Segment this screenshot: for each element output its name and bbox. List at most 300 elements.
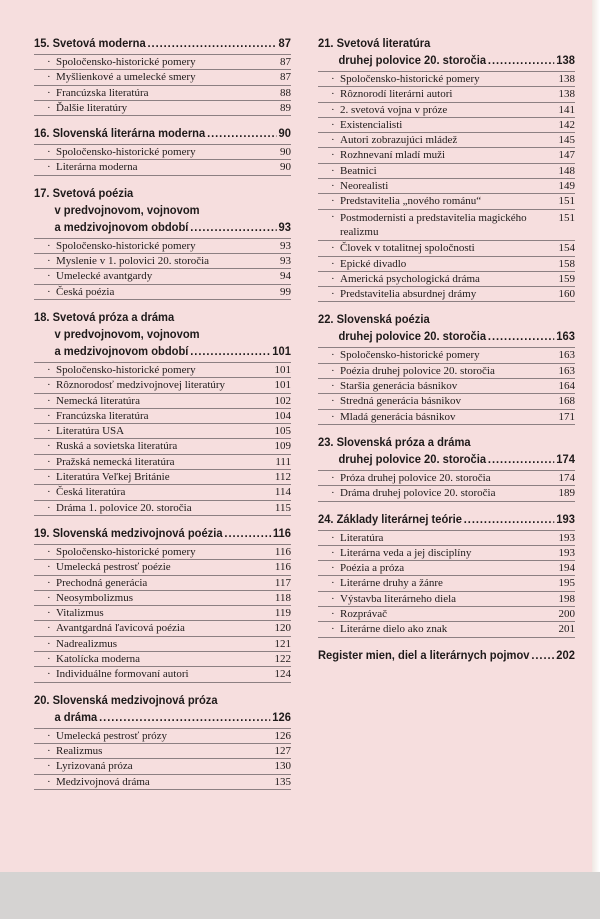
subsection-page-number: 90	[280, 146, 291, 159]
subsection-page-number: 138	[558, 73, 575, 85]
subsection-title: Literatúra Veľkej Británie	[56, 471, 170, 484]
bullet-icon: ·	[331, 410, 335, 423]
list-item	[318, 179, 575, 194]
chapter-title-line	[318, 311, 575, 328]
bullet-icon: ·	[47, 440, 51, 453]
bullet-icon: ·	[47, 545, 51, 558]
list-item	[34, 362, 291, 378]
bullet-icon: ·	[331, 149, 335, 162]
bullet-icon: ·	[331, 562, 335, 575]
list-item	[34, 652, 291, 667]
subsection-title: Mladá generácia básnikov	[340, 410, 456, 423]
subsection-title: Spoločensko-historické pomery	[56, 239, 196, 252]
subsection-page-number: 160	[558, 288, 575, 301]
subsection-page-number: 120	[274, 622, 291, 635]
subsection-page-number: 88	[280, 86, 291, 99]
subsection-title: Spoločensko-historické pomery	[56, 146, 196, 159]
list-item	[34, 160, 291, 175]
list-item	[34, 238, 291, 254]
bullet-icon: ·	[47, 409, 51, 422]
bullet-icon: ·	[331, 471, 335, 484]
subsection-page-number: 163	[558, 349, 575, 362]
bullet-icon: ·	[331, 577, 335, 590]
leader-dots	[190, 343, 270, 360]
subsection-title: Individuálne formovaní autori	[56, 668, 189, 681]
bullet-icon: ·	[331, 272, 335, 285]
chapter-title: 15. Svetová moderna	[34, 36, 146, 50]
subsection-page-number: 121	[274, 637, 291, 650]
toc-chapter	[34, 185, 291, 300]
subsection-page-number: 151	[558, 195, 575, 208]
list-item	[34, 621, 291, 636]
subsection-title: Literárne dielo ako znak	[340, 623, 448, 636]
bullet-icon: ·	[331, 164, 335, 177]
list-item	[34, 744, 291, 759]
bullet-icon: ·	[331, 73, 335, 85]
chapter-title-line	[318, 35, 575, 52]
bullet-icon: ·	[331, 380, 335, 393]
chapter-title-line	[34, 692, 291, 709]
list-item	[34, 455, 291, 470]
subsection-page-number: 115	[274, 501, 291, 514]
subsection-title: Beatnici	[340, 164, 377, 177]
subsection-title: Vitalizmus	[56, 607, 104, 620]
bullet-icon: ·	[47, 285, 51, 298]
list-item	[318, 530, 575, 546]
subsection-page-number: 94	[280, 270, 291, 283]
list-item	[318, 622, 575, 637]
chapter-title: 17. Svetová poézia	[34, 185, 134, 200]
toc-chapter	[34, 525, 291, 683]
list-item	[34, 394, 291, 409]
subsection-page-number: 147	[558, 149, 575, 162]
bullet-icon: ·	[47, 101, 51, 114]
list-item	[318, 592, 575, 607]
subsection-page-number: 99	[280, 285, 291, 298]
chapter-title: druhej polovice 20. storočia	[338, 329, 487, 344]
subsection-title: Umelecká pestrosť prózy	[56, 729, 167, 742]
subsection-title: Realizmus	[56, 744, 103, 757]
bullet-icon: ·	[47, 56, 51, 68]
subsection-title: Rozhnevaní mladí muži	[340, 149, 446, 162]
bullet-icon: ·	[331, 487, 335, 500]
subsection-list	[34, 54, 291, 116]
bullet-icon: ·	[331, 349, 335, 362]
leader-dots	[148, 35, 277, 52]
subsection-title: Existencialisti	[340, 118, 403, 131]
bullet-icon: ·	[47, 425, 51, 438]
list-item	[34, 470, 291, 485]
subsection-list	[318, 71, 575, 302]
list-item	[34, 70, 291, 85]
subsection-page-number: 138	[558, 88, 575, 101]
subsection-list	[34, 544, 291, 683]
chapter-page-number: 174	[556, 451, 575, 466]
subsection-title: Literatúra	[340, 531, 384, 544]
subsection-page-number: 101	[274, 379, 291, 392]
subsection-title: Katolícka moderna	[56, 653, 140, 666]
subsection-page-number: 194	[558, 562, 575, 575]
subsection-title: 2. svetová vojna v próze	[340, 103, 448, 116]
list-item	[318, 272, 575, 287]
subsection-page-number: 118	[274, 591, 291, 604]
chapter-page-number: 87	[278, 36, 291, 50]
chapter-title-line	[34, 202, 291, 219]
scanner-background	[0, 872, 600, 919]
subsection-page-number: 141	[558, 103, 575, 116]
chapter-title-line	[34, 709, 291, 726]
subsection-title: Epické divadlo	[340, 257, 407, 270]
subsection-title: Spoločensko-historické pomery	[56, 56, 196, 68]
bullet-icon: ·	[47, 607, 51, 620]
subsection-title: Česká literatúra	[56, 486, 126, 499]
chapter-title: druhej polovice 20. storočia	[338, 451, 487, 466]
list-item	[34, 775, 291, 790]
bullet-icon: ·	[331, 134, 335, 147]
leader-dots	[207, 125, 277, 142]
subsection-title: Próza druhej polovice 20. storočia	[340, 471, 491, 484]
bullet-icon: ·	[47, 760, 51, 773]
subsection-title: Poézia a próza	[340, 562, 405, 575]
list-item	[318, 347, 575, 363]
chapter-title: 23. Slovenská próza a dráma	[318, 434, 471, 449]
subsection-page-number: 130	[274, 760, 291, 773]
subsection-title: Predstavitelia „nového románu“	[340, 195, 482, 208]
subsection-title: Neorealisti	[340, 180, 389, 193]
list-item	[34, 576, 291, 591]
list-item	[34, 560, 291, 575]
list-item	[318, 379, 575, 394]
page-edge	[592, 0, 600, 880]
chapter-title-line	[318, 511, 575, 528]
chapter-title-line	[34, 525, 291, 542]
subsection-title: Dráma 1. polovice 20. storočia	[56, 501, 192, 514]
subsection-page-number: 200	[558, 608, 575, 621]
chapter-page-number: 116	[272, 525, 291, 540]
subsection-page-number: 193	[558, 546, 575, 559]
leader-dots	[488, 328, 555, 345]
list-item	[34, 591, 291, 606]
chapter-title: 20. Slovenská medzivojnová próza	[34, 692, 218, 707]
subsection-title: Výstavba literárneho diela	[340, 592, 457, 605]
bullet-icon: ·	[47, 637, 51, 650]
subsection-page-number: 198	[558, 592, 575, 605]
subsection-page-number: 124	[274, 668, 291, 681]
bullet-icon: ·	[47, 622, 51, 635]
list-item	[34, 254, 291, 269]
subsection-page-number: 122	[274, 653, 291, 666]
chapter-page-number: 90	[278, 126, 291, 141]
chapter-page-number: 101	[272, 343, 291, 358]
list-item	[34, 144, 291, 160]
list-item	[318, 133, 575, 148]
list-item	[34, 667, 291, 682]
list-item	[34, 485, 291, 500]
list-item	[318, 71, 575, 87]
subsection-title: Lyrizovaná próza	[56, 760, 133, 773]
list-item	[34, 637, 291, 652]
subsection-page-number: 119	[274, 607, 291, 620]
list-item	[34, 728, 291, 744]
subsection-page-number: 189	[558, 487, 575, 500]
chapter-title-line	[318, 451, 575, 468]
subsection-title: Literárna veda a jej disciplíny	[340, 546, 472, 559]
bullet-icon: ·	[47, 729, 51, 742]
list-item	[34, 285, 291, 300]
subsection-page-number: 104	[274, 409, 291, 422]
subsection-title: Staršia generácia básnikov	[340, 380, 458, 393]
chapter-title: v predvojnovom, vojnovom	[54, 326, 200, 341]
list-item	[318, 287, 575, 302]
list-item	[34, 501, 291, 516]
toc-chapter	[34, 692, 291, 790]
list-item	[34, 54, 291, 70]
subsection-page-number: 145	[558, 134, 575, 147]
bullet-icon: ·	[47, 455, 51, 468]
chapter-title-line	[318, 434, 575, 451]
subsection-title: Česká poézia	[56, 285, 115, 298]
chapter-title-line	[34, 35, 291, 52]
list-item	[34, 409, 291, 424]
subsection-title: Myšlienkové a umelecké smery	[56, 71, 196, 84]
subsection-page-number: 87	[280, 71, 291, 84]
subsection-page-number: 112	[274, 471, 291, 484]
chapter-title: v predvojnovom, vojnovom	[54, 202, 200, 217]
bullet-icon: ·	[47, 668, 51, 681]
bullet-icon: ·	[47, 561, 51, 574]
bullet-icon: ·	[331, 395, 335, 408]
subsection-title: Medzivojnová dráma	[56, 775, 150, 788]
chapter-title: 18. Svetová próza a dráma	[34, 309, 175, 324]
chapter-page-number: 202	[556, 647, 575, 662]
subsection-title: Ďalšie literatúry	[56, 101, 128, 114]
leader-dots	[190, 219, 276, 236]
chapter-title: a medzivojnovom období	[54, 219, 189, 234]
subsection-list	[318, 347, 575, 424]
bullet-icon: ·	[331, 546, 335, 559]
bullet-icon: ·	[47, 576, 51, 589]
toc-column-left	[34, 35, 291, 799]
chapter-page-number: 93	[278, 219, 291, 234]
chapter-title-line	[34, 326, 291, 343]
subsection-page-number: 102	[274, 394, 291, 407]
bullet-icon: ·	[331, 180, 335, 193]
bullet-icon: ·	[331, 608, 335, 621]
list-item	[318, 561, 575, 576]
subsection-page-number: 195	[558, 577, 575, 590]
subsection-title: Literárne druhy a žánre	[340, 577, 443, 590]
list-item	[318, 210, 575, 242]
toc-column-right	[318, 35, 575, 673]
toc-chapter	[34, 309, 291, 516]
list-item	[318, 148, 575, 163]
subsection-page-number: 101	[274, 363, 291, 376]
bullet-icon: ·	[47, 161, 51, 174]
subsection-page-number: 111	[275, 455, 291, 468]
bullet-icon: ·	[47, 501, 51, 514]
chapter-title: 21. Svetová literatúra	[318, 36, 431, 50]
bullet-icon: ·	[331, 103, 335, 116]
bullet-icon: ·	[331, 88, 335, 101]
chapter-title: a medzivojnovom období	[54, 343, 189, 358]
subsection-page-number: 116	[274, 545, 291, 558]
bullet-icon: ·	[47, 653, 51, 666]
subsection-title: Rôznorodí literárni autori	[340, 88, 453, 101]
bullet-icon: ·	[47, 270, 51, 283]
subsection-list	[34, 362, 291, 516]
subsection-title: Rozprávač	[340, 608, 388, 621]
chapter-title: 16. Slovenská literárna moderna	[34, 126, 206, 141]
chapter-title-line	[34, 185, 291, 202]
chapter-page-number: 193	[556, 511, 575, 526]
bullet-icon: ·	[331, 257, 335, 270]
subsection-page-number: 117	[274, 576, 291, 589]
subsection-title: Postmodernisti a predstavitelia magického realizmu	[340, 211, 527, 238]
chapter-title: 22. Slovenská poézia	[318, 312, 430, 327]
list-item	[318, 164, 575, 179]
toc-chapter	[318, 434, 575, 502]
subsection-list	[318, 530, 575, 638]
subsection-page-number: 105	[274, 425, 291, 438]
subsection-page-number: 193	[558, 531, 575, 544]
subsection-page-number: 174	[558, 471, 575, 484]
subsection-title: Umelecké avantgardy	[56, 270, 153, 283]
subsection-page-number: 149	[558, 180, 575, 193]
list-item	[318, 118, 575, 133]
bullet-icon: ·	[331, 242, 335, 255]
subsection-list	[34, 728, 291, 790]
bullet-icon: ·	[47, 379, 51, 392]
subsection-title: Spoločensko-historické pomery	[56, 545, 196, 558]
subsection-page-number: 89	[280, 101, 291, 114]
list-item	[34, 544, 291, 560]
bullet-icon: ·	[331, 195, 335, 208]
list-item	[34, 269, 291, 284]
subsection-page-number: 163	[558, 364, 575, 377]
subsection-title: Francúzska literatúra	[56, 409, 149, 422]
subsection-page-number: 93	[280, 239, 291, 252]
subsection-title: Spoločensko-historické pomery	[340, 349, 480, 362]
subsection-page-number: 148	[558, 164, 575, 177]
subsection-title: Nadrealizmus	[56, 637, 118, 650]
toc-chapter	[318, 647, 575, 664]
bullet-icon: ·	[47, 71, 51, 84]
subsection-page-number: 151	[558, 211, 575, 224]
chapter-title: Register mien, diel a literárnych pojmov	[318, 647, 530, 662]
subsection-title: Literárna moderna	[56, 161, 138, 174]
list-item	[318, 364, 575, 379]
subsection-list	[318, 470, 575, 502]
subsection-page-number: 90	[280, 161, 291, 174]
subsection-list	[34, 238, 291, 300]
list-item	[34, 424, 291, 439]
list-item	[318, 576, 575, 591]
bullet-icon: ·	[47, 471, 51, 484]
bullet-icon: ·	[47, 363, 51, 376]
bullet-icon: ·	[47, 255, 51, 268]
bullet-icon: ·	[331, 210, 335, 223]
subsection-title: Nemecká literatúra	[56, 394, 140, 407]
subsection-title: Rôznorodosť medzivojnovej literatúry	[56, 379, 226, 392]
subsection-page-number: 135	[274, 775, 291, 788]
bullet-icon: ·	[47, 146, 51, 159]
leader-dots	[531, 647, 554, 664]
toc-chapter	[34, 35, 291, 116]
toc-chapter	[34, 125, 291, 176]
leader-dots	[224, 525, 271, 542]
subsection-title: Spoločensko-historické pomery	[340, 73, 480, 85]
subsection-page-number: 116	[274, 561, 291, 574]
chapter-page-number: 138	[556, 53, 575, 67]
list-item	[34, 759, 291, 774]
subsection-page-number: 159	[558, 272, 575, 285]
subsection-page-number: 171	[558, 410, 575, 423]
subsection-title: Dráma druhej polovice 20. storočia	[340, 487, 496, 500]
subsection-page-number: 87	[280, 56, 291, 68]
list-item	[318, 546, 575, 561]
bullet-icon: ·	[331, 118, 335, 131]
bullet-icon: ·	[331, 364, 335, 377]
list-item	[318, 257, 575, 272]
subsection-title: Predstavitelia absurdnej drámy	[340, 288, 477, 301]
list-item	[318, 486, 575, 501]
bullet-icon: ·	[331, 531, 335, 544]
list-item	[318, 241, 575, 256]
toc-chapter	[318, 511, 575, 638]
subsection-page-number: 127	[274, 744, 291, 757]
subsection-title: Literatúra USA	[56, 425, 125, 438]
bullet-icon: ·	[47, 239, 51, 252]
subsection-title: Americká psychologická dráma	[340, 272, 480, 285]
bullet-icon: ·	[47, 86, 51, 99]
toc-chapter	[318, 311, 575, 424]
list-item	[318, 87, 575, 102]
chapter-title-line	[318, 52, 575, 69]
subsection-page-number: 142	[558, 118, 575, 131]
list-item	[318, 470, 575, 486]
subsection-title: Neosymbolizmus	[56, 591, 133, 604]
bullet-icon: ·	[47, 394, 51, 407]
subsection-page-number: 126	[274, 729, 291, 742]
list-item	[34, 606, 291, 621]
chapter-title-line	[318, 647, 575, 664]
list-item	[34, 101, 291, 116]
leader-dots	[464, 511, 555, 528]
subsection-title: Prechodná generácia	[56, 576, 148, 589]
bullet-icon: ·	[331, 288, 335, 301]
subsection-title: Myslenie v 1. polovici 20. storočia	[56, 255, 210, 268]
bullet-icon: ·	[47, 744, 51, 757]
chapter-title-line	[34, 343, 291, 360]
list-item	[318, 394, 575, 409]
chapter-title-line	[34, 125, 291, 142]
chapter-title: a dráma	[54, 709, 98, 724]
subsection-page-number: 114	[274, 486, 291, 499]
subsection-title: Pražská nemecká literatúra	[56, 455, 175, 468]
subsection-page-number: 109	[274, 440, 291, 453]
list-item	[318, 607, 575, 622]
subsection-list	[34, 144, 291, 176]
chapter-title: 24. Základy literárnej teórie	[318, 511, 462, 526]
leader-dots	[488, 451, 555, 468]
subsection-title: Človek v totalitnej spoločnosti	[340, 242, 475, 255]
list-item	[34, 86, 291, 101]
subsection-page-number: 154	[558, 242, 575, 255]
chapter-title: druhej polovice 20. storočia	[338, 53, 487, 67]
chapter-title: 19. Slovenská medzivojnová poézia	[34, 525, 223, 540]
subsection-title: Autori zobrazujúci mládež	[340, 134, 458, 147]
list-item	[318, 410, 575, 425]
